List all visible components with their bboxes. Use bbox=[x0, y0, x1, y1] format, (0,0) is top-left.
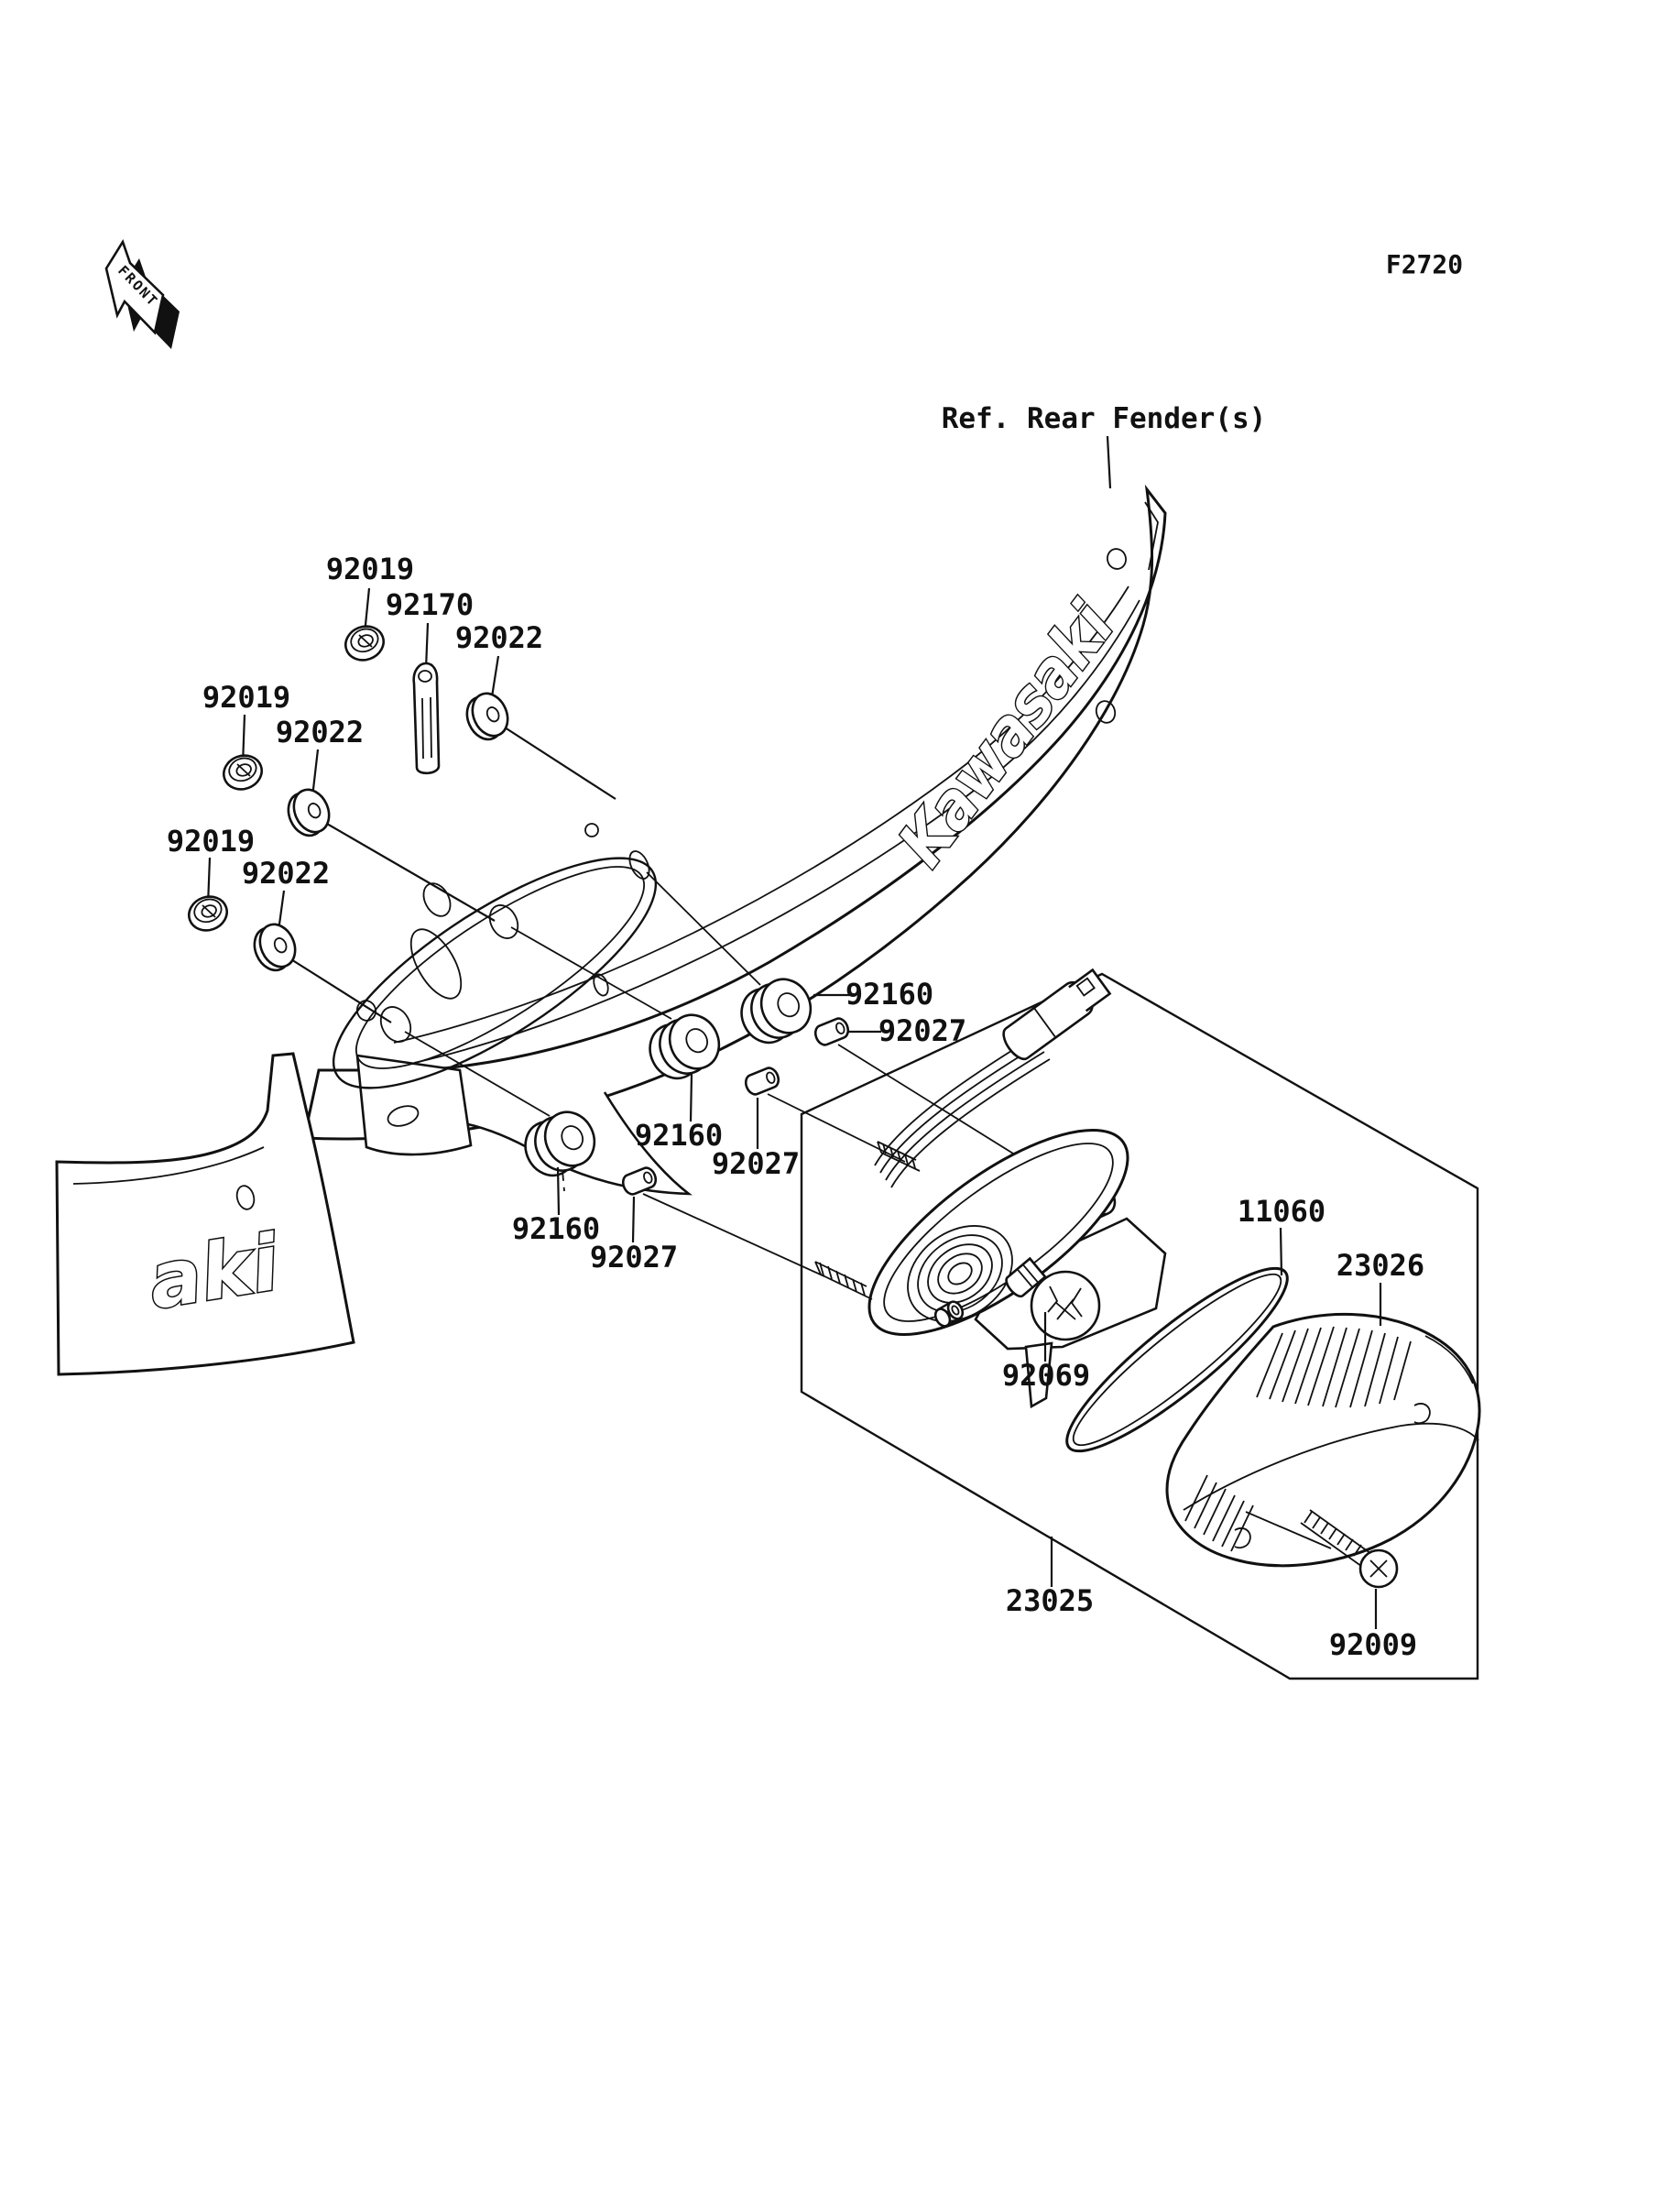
part-label-92027-right: 92027 bbox=[878, 1013, 967, 1048]
part-label-92022-middle: 92022 bbox=[275, 715, 365, 749]
part-label-92160-middle: 92160 bbox=[634, 1118, 724, 1153]
collar-92027-middle bbox=[743, 1066, 781, 1097]
part-label-92022-top: 92022 bbox=[454, 620, 544, 655]
part-label-92019-middle: 92019 bbox=[202, 680, 291, 715]
part-label-92160-right: 92160 bbox=[845, 977, 934, 1012]
part-label-92027-left: 92027 bbox=[589, 1240, 679, 1275]
part-label-23025: 23025 bbox=[1005, 1583, 1095, 1618]
part-label-92022-bottom: 92022 bbox=[241, 856, 331, 891]
part-label-92019-top: 92019 bbox=[325, 552, 415, 586]
lens-23026 bbox=[1167, 1314, 1479, 1565]
part-label-92019-bottom: 92019 bbox=[166, 824, 256, 859]
housing-stud-lower bbox=[815, 1262, 872, 1299]
washer-92022-top bbox=[460, 688, 514, 745]
reference-label: Ref. Rear Fender(s) bbox=[941, 402, 1267, 435]
part-label-11060: 11060 bbox=[1237, 1194, 1326, 1229]
front-arrow bbox=[106, 242, 180, 349]
nut-92019-top bbox=[341, 621, 388, 665]
part-label-92027-middle: 92027 bbox=[711, 1146, 801, 1181]
collar-92027-right bbox=[813, 1016, 851, 1047]
nut-92019-middle bbox=[219, 750, 267, 794]
part-label-92069: 92069 bbox=[1001, 1358, 1091, 1393]
svg-text:FRONT: FRONT bbox=[115, 262, 162, 311]
part-label-92170: 92170 bbox=[385, 587, 475, 622]
part-label-92009: 92009 bbox=[1328, 1627, 1418, 1662]
figure-code: F2720 bbox=[1385, 249, 1464, 279]
strap-92170 bbox=[414, 663, 439, 773]
taillight-housing bbox=[815, 967, 1165, 1406]
fender-lower-piece bbox=[57, 1054, 354, 1374]
washer-92022-middle bbox=[281, 784, 335, 841]
svg-text:aki: aki bbox=[142, 1217, 285, 1327]
part-label-23026: 23026 bbox=[1336, 1248, 1425, 1283]
leader-reference bbox=[1107, 436, 1110, 488]
nut-92019-bottom bbox=[184, 892, 232, 935]
svg-text:Kawasaki: Kawasaki bbox=[884, 562, 1150, 881]
washer-92022-bottom bbox=[247, 919, 301, 976]
part-label-92160-left: 92160 bbox=[511, 1211, 601, 1246]
